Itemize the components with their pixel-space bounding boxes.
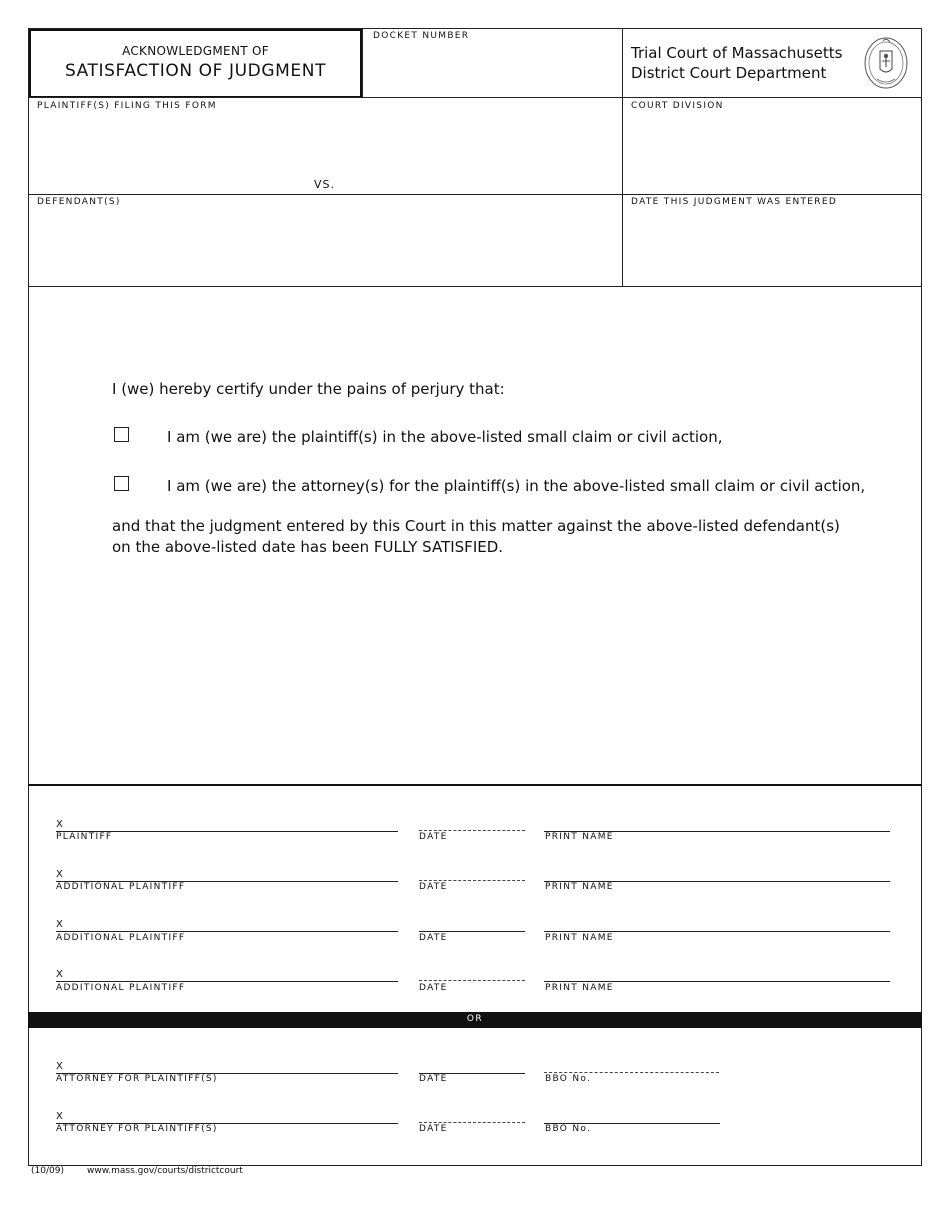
title-large: SATISFACTION OF JUDGMENT [64,61,327,81]
attorney-option-text: I am (we are) the attorney(s) for the plaintiff(s) in the above-listed small claim or civil action, [167,477,866,495]
plaintiff-option-text: I am (we are) the plaintiff(s) in the above-listed small claim or civil action, [167,428,723,446]
divider [622,28,623,286]
print-name-label: PRINT NAME [545,832,614,842]
print-name-label: PRINT NAME [545,882,614,892]
plaintiff-label: PLAINTIFF(S) FILING THIS FORM [37,101,217,111]
row-rule [28,286,922,287]
print-name-label: PRINT NAME [545,983,614,993]
date-line[interactable] [419,980,525,981]
x-mark: X [56,919,63,930]
plaintiff-signature-line[interactable] [56,931,398,932]
massachusetts-seal-icon [863,35,909,90]
date-line[interactable] [419,931,525,932]
docket-number-field[interactable] [363,44,621,97]
closing-line-1: and that the judgment entered by this Court in this matter against the above-listed defendant(s) [112,517,840,535]
bbo-number-label: BBO No. [545,1074,592,1084]
plaintiff-signature-line[interactable] [56,981,398,982]
print-name-label: PRINT NAME [545,933,614,943]
date-line[interactable] [419,830,525,831]
date-line[interactable] [419,880,525,881]
plaintiff-field[interactable] [30,114,620,176]
or-label: OR [466,1014,484,1024]
row-rule [28,97,922,98]
title-box [29,29,362,98]
signature-role: ATTORNEY FOR PLAINTIFF(S) [56,1124,218,1134]
judgment-date-field[interactable] [624,210,920,284]
print-name-line[interactable] [544,981,890,982]
signature-role: ADDITIONAL PLAINTIFF [56,933,186,943]
signature-role: ADDITIONAL PLAINTIFF [56,983,186,993]
row-rule [28,194,922,195]
footer-url[interactable]: www.mass.gov/courts/districtcourt [87,1166,243,1176]
x-mark: X [56,1111,63,1122]
signature-role: PLAINTIFF [56,832,113,842]
date-line[interactable] [419,1122,525,1123]
title-small: ACKNOWLEDGMENT OF [122,44,269,58]
signature-role: ATTORNEY FOR PLAINTIFF(S) [56,1074,218,1084]
defendant-field[interactable] [30,210,620,284]
form-revision: (10/09) [31,1166,64,1176]
attorney-checkbox[interactable] [114,476,129,491]
court-name-line1: Trial Court of Massachusetts [631,44,843,62]
plaintiff-checkbox[interactable] [114,427,129,442]
certification-intro: I (we) hereby certify under the pains of perjury that: [112,380,505,398]
x-mark: X [56,1061,63,1072]
bbo-number-line[interactable] [544,1072,719,1073]
docket-number-label: DOCKET NUMBER [373,31,470,41]
or-divider-bar [28,1012,922,1028]
closing-line-2: on the above-listed date has been FULLY SATISFIED. [112,538,504,556]
x-mark: X [56,869,63,880]
signature-section-rule [28,784,922,786]
vs-label: VS. [314,178,336,191]
bbo-number-label: BBO No. [545,1124,592,1134]
court-division-label: COURT DIVISION [631,101,724,111]
judgment-date-label: DATE THIS JUDGMENT WAS ENTERED [631,197,838,207]
x-mark: X [56,969,63,980]
date-label: DATE [419,832,448,842]
signature-role: ADDITIONAL PLAINTIFF [56,882,186,892]
date-label: DATE [419,933,448,943]
x-mark: X [56,819,63,830]
court-name-line2: District Court Department [631,64,827,82]
defendant-label: DEFENDANT(S) [37,197,121,207]
court-division-field[interactable] [624,114,920,192]
date-label: DATE [419,983,448,993]
print-name-line[interactable] [544,931,890,932]
date-label: DATE [419,1074,448,1084]
date-label: DATE [419,1124,448,1134]
date-label: DATE [419,882,448,892]
